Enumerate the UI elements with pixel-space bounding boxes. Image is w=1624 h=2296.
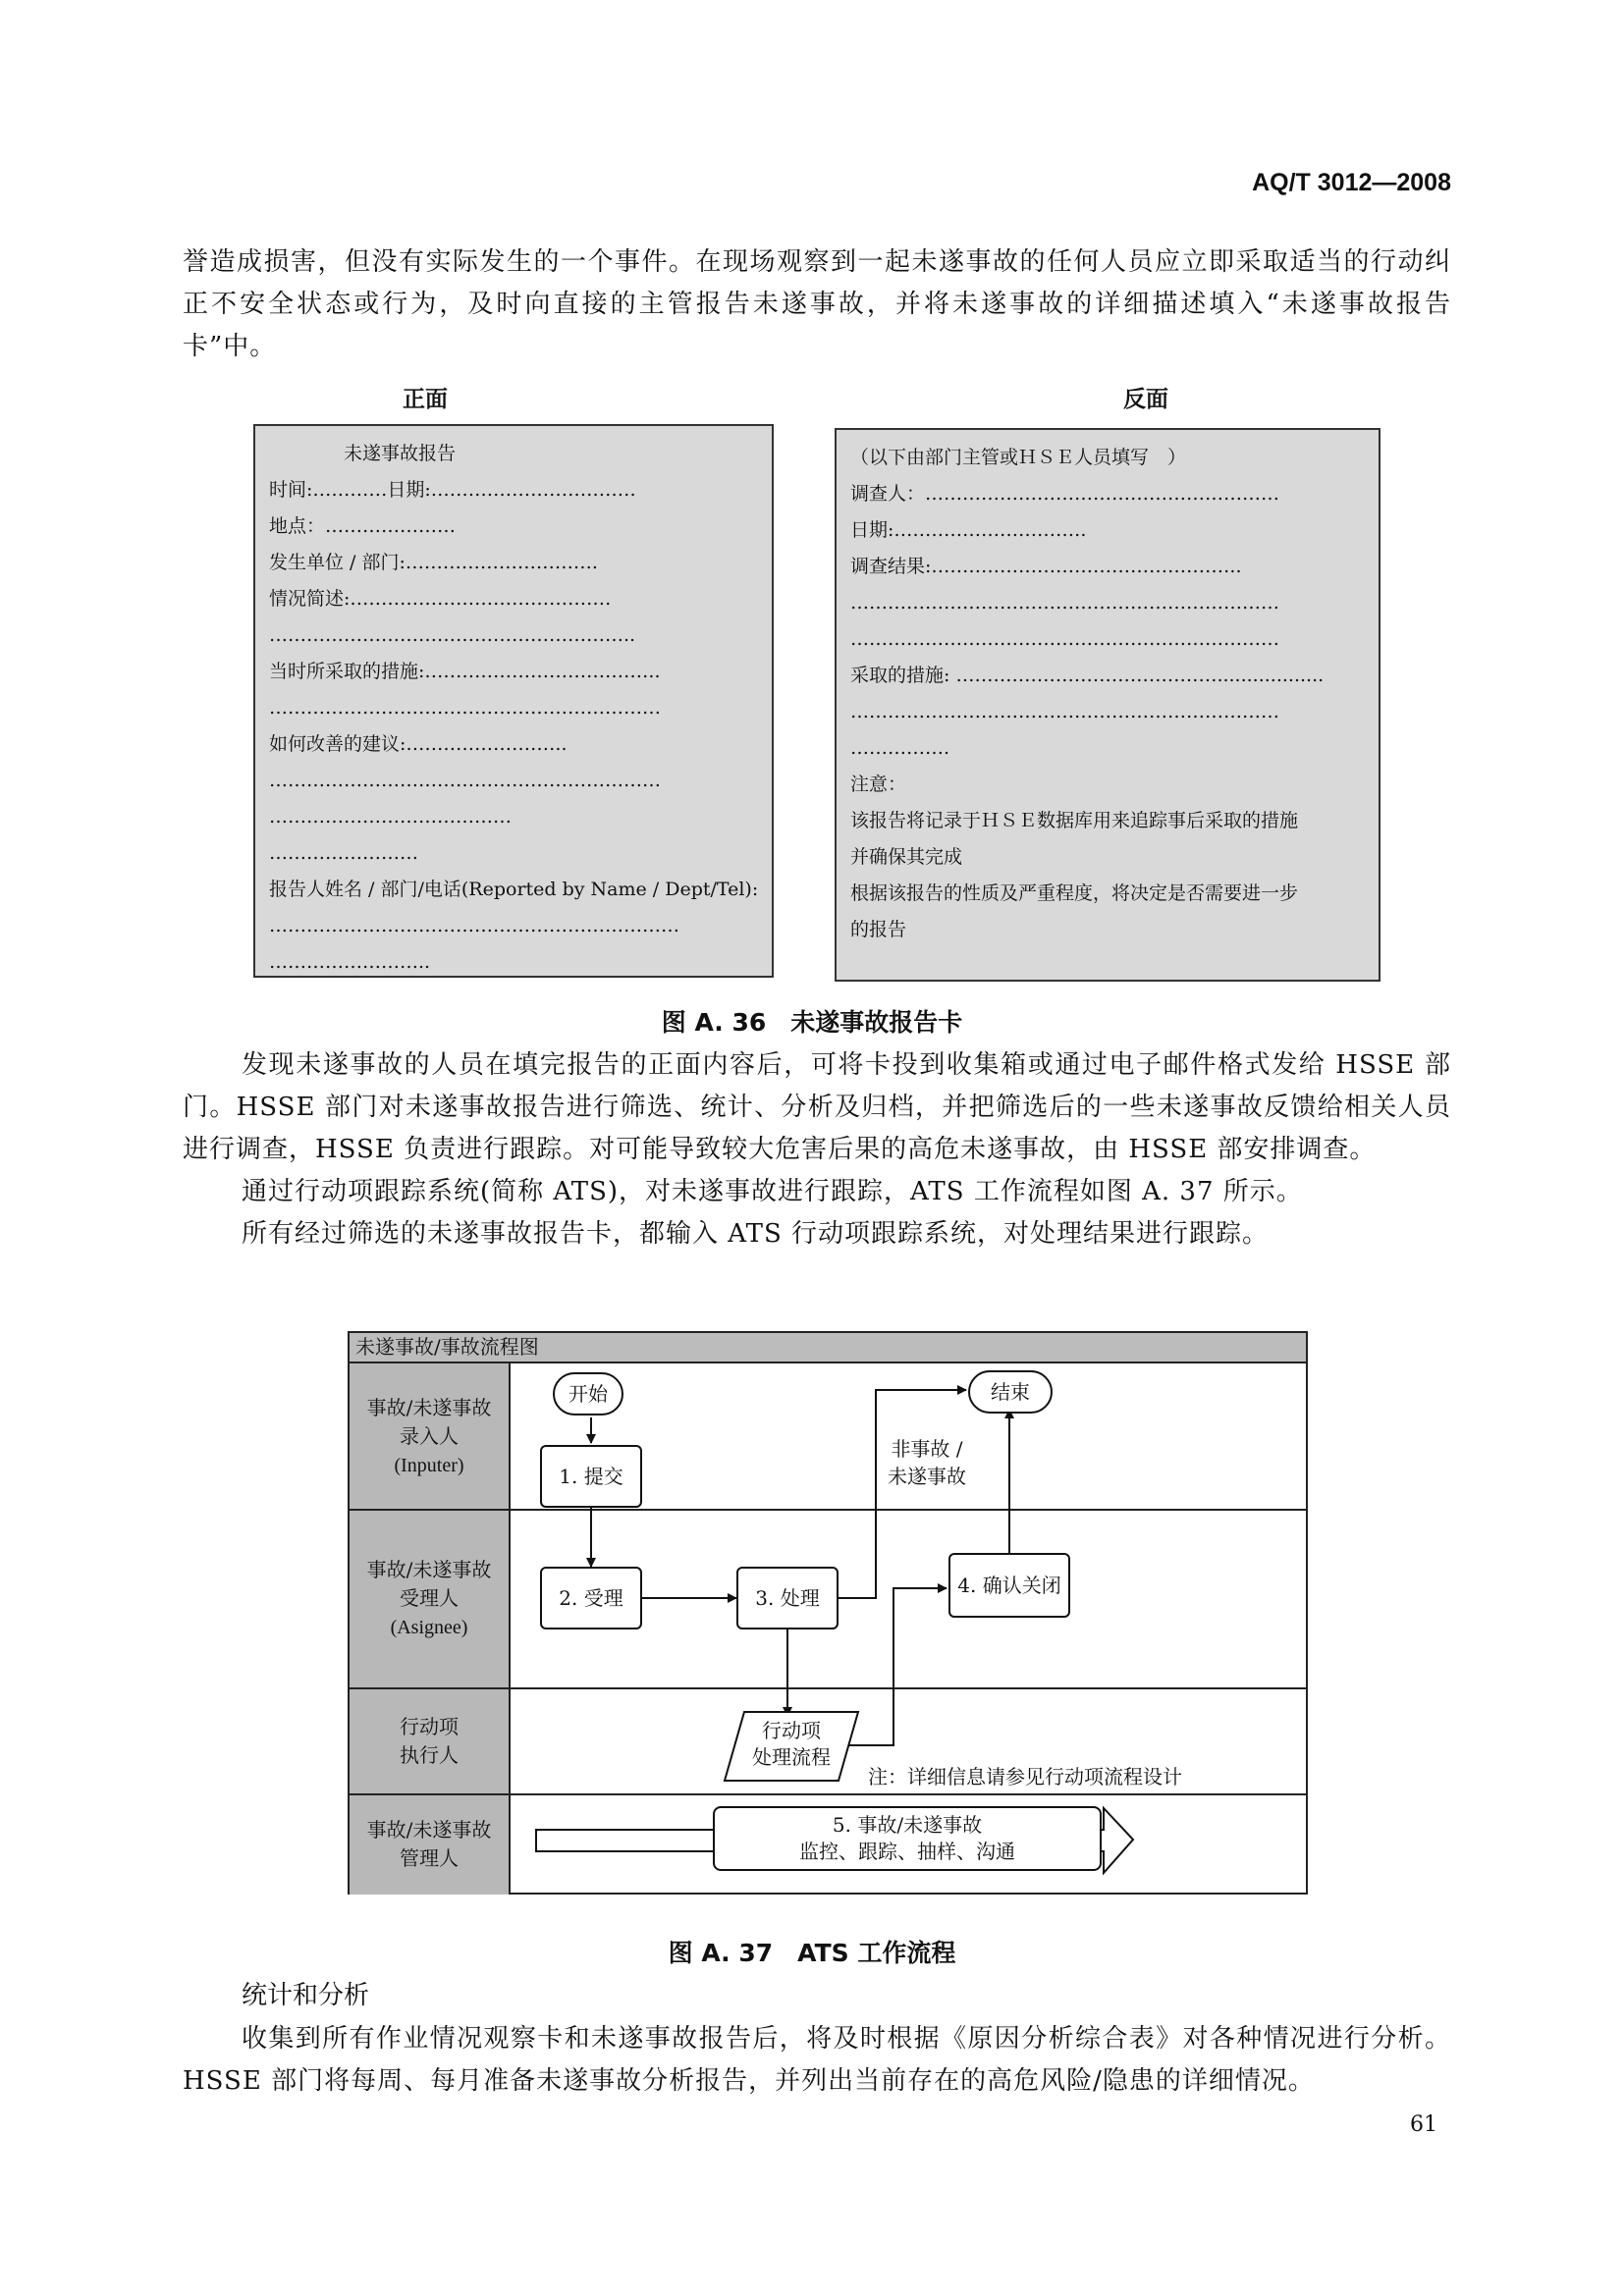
intro-paragraph <box>183 241 1451 368</box>
back-card <box>835 428 1380 982</box>
front-label: 正面 <box>403 386 448 412</box>
front-card-line: 未遂事故报告 <box>269 443 457 464</box>
flowchart-title: 未遂事故/事故流程图 <box>350 1333 1306 1363</box>
front-card-line: …………………… <box>269 842 418 864</box>
figure-a36-caption: 图 A. 36 未遂事故报告卡 <box>661 1008 963 1037</box>
branch-label-line2: 未遂事故 <box>888 1465 966 1488</box>
front-card-line: ……………………………………………………… <box>269 697 661 719</box>
final-text: 收集到所有作业情况观察卡和未遂事故报告后，将及时根据《原因分析综合表》对各种情况进行分析。HSSE 部门将每周、每月准备未遂事故分析报告，并列出当前存在的高危风险/隐患的详细情况。 <box>183 2024 1451 2096</box>
intro-text: 誉造成损害，但没有实际发生的一个事件。在现场观察到一起未遂事故的任何人员应立即采取适当的行动纠正不安全状态或行为，及时向直接的主管报告未遂事故，并将未遂事故的详细描述填入“未遂事故报告卡”中。 <box>183 247 1451 361</box>
back-card-line: …………………………………………………………… <box>850 592 1279 614</box>
standard-number: AQ/T 3012—2008 <box>1252 169 1451 196</box>
back-card-line: 该报告将记录于ＨＳＥ数据库用来追踪事后采取的措施 <box>850 810 1299 831</box>
back-card-line: …………………………………………………………… <box>850 628 1279 650</box>
back-card-line: ……………. <box>850 737 950 759</box>
arrow-process-end <box>839 1390 966 1598</box>
back-card-line: …………………………………………………………… <box>850 701 1279 722</box>
front-card-line: ………………………………… <box>269 806 512 828</box>
front-card-line: 当时所采取的措施:……………………………….. <box>269 661 661 682</box>
front-card-line: ……………………………………………………… <box>269 770 661 791</box>
end-node: 结束 <box>968 1370 1053 1414</box>
section-heading: 统计和分析 <box>242 1981 370 2010</box>
back-card-line: 日期:…………………………. <box>850 519 1087 541</box>
front-card-line: 时间:…………日期:…………………………… <box>269 479 636 501</box>
back-card-line: 并确保其完成 <box>850 846 963 868</box>
monitor-line1: 5. 事故/未遂事故 <box>832 1813 983 1837</box>
back-card-lines <box>850 440 1365 948</box>
action-item-node <box>740 1718 842 1771</box>
back-card-line: 调查结果:………………………………………….. <box>850 556 1242 577</box>
monitor-node <box>713 1806 1102 1871</box>
body-paragraph-1: 发现未遂事故的人员在填完报告的正面内容后，可将卡投到收集箱或通过电子邮件格式发给 HSSE 部门。HSSE 部门对未遂事故报告进行筛选、统计、分析及归档，并把筛选后的一些未遂事故反馈给相关人员进行调查，HSSE 负责进行跟踪。对可能导致较大危害后果的高危未遂事故，由 HSSE 部安排调查。 <box>183 1050 1451 1164</box>
lane-manager-line2: 管理人 <box>400 1846 459 1870</box>
front-card-line: ………………………………………………….. <box>269 624 636 646</box>
figure-a37-caption: 图 A. 37 ATS 工作流程 <box>668 1939 956 1967</box>
front-card-line: ………………………………………………………… <box>269 915 679 936</box>
page-number: 61 <box>1410 2112 1437 2137</box>
lane-inputer-line3: (Inputer) <box>394 1454 464 1476</box>
action-item-line1: 行动项 <box>762 1719 821 1742</box>
front-card-line: …………………….. <box>269 951 431 973</box>
monitor-line2: 监控、跟踪、抽样、沟通 <box>799 1840 1015 1863</box>
start-node: 开始 <box>553 1372 623 1415</box>
lane-inputer-line2: 录入人 <box>400 1423 459 1448</box>
flowchart-note: 注：详细信息请参见行动项流程设计 <box>868 1765 1182 1789</box>
body-paragraphs <box>183 1044 1451 1255</box>
front-card <box>253 424 774 978</box>
confirm-node: 4. 确认关闭 <box>948 1553 1070 1618</box>
process-node: 3. 处理 <box>736 1567 839 1629</box>
front-card-lines <box>269 436 758 981</box>
front-card-line: 地点：………………… <box>269 515 457 537</box>
back-card-line: 调查人：………………………………………………… <box>850 483 1280 505</box>
branch-label-line1: 非事故 / <box>891 1437 963 1461</box>
submit-node: 1. 提交 <box>540 1445 642 1508</box>
lane-assignee-line3: (Asignee) <box>390 1617 468 1638</box>
branch-label <box>888 1435 966 1490</box>
body-paragraph-3: 所有经过筛选的未遂事故报告卡，都输入 ATS 行动项跟踪系统，对处理结果进行跟踪。 <box>242 1219 1270 1249</box>
back-card-line: 注意： <box>850 774 907 795</box>
back-card-line: （以下由部门主管或ＨＳＥ人员填写 ） <box>850 447 1187 468</box>
back-card-line: 根据该报告的性质及严重程度，将决定是否需要进一步 <box>850 882 1299 904</box>
front-card-line: 发生单位 / 部门:…………………………. <box>269 552 598 573</box>
front-card-line: 情况简述:…………………………………… <box>269 588 612 610</box>
ats-flowchart <box>348 1331 1308 1895</box>
final-paragraph <box>183 2018 1451 2103</box>
front-card-line: 报告人姓名 / 部门/电话(Reported by Name / Dept/Tel): <box>269 879 758 900</box>
back-card-line: 的报告 <box>850 919 907 940</box>
lane-executor-line2: 执行人 <box>400 1743 459 1767</box>
front-card-line: 如何改善的建议:…………………….. <box>269 733 568 755</box>
lane-assignee-line2: 受理人 <box>400 1586 459 1610</box>
back-card-line: 采取的措施: …………………………………….................. <box>850 665 1325 686</box>
lane-manager-line1: 事故/未遂事故 <box>366 1818 492 1842</box>
action-item-line2: 处理流程 <box>752 1745 831 1769</box>
accept-node: 2. 受理 <box>540 1567 642 1629</box>
lane-assignee-line1: 事故/未遂事故 <box>366 1558 492 1581</box>
back-label: 反面 <box>1123 386 1168 412</box>
lane-executor-line1: 行动项 <box>400 1715 459 1738</box>
lane-inputer-line1: 事故/未遂事故 <box>366 1395 492 1419</box>
body-paragraph-2: 通过行动项跟踪系统(简称 ATS)，对未遂事故进行跟踪，ATS 工作流程如图 A. 37 所示。 <box>242 1177 1303 1206</box>
